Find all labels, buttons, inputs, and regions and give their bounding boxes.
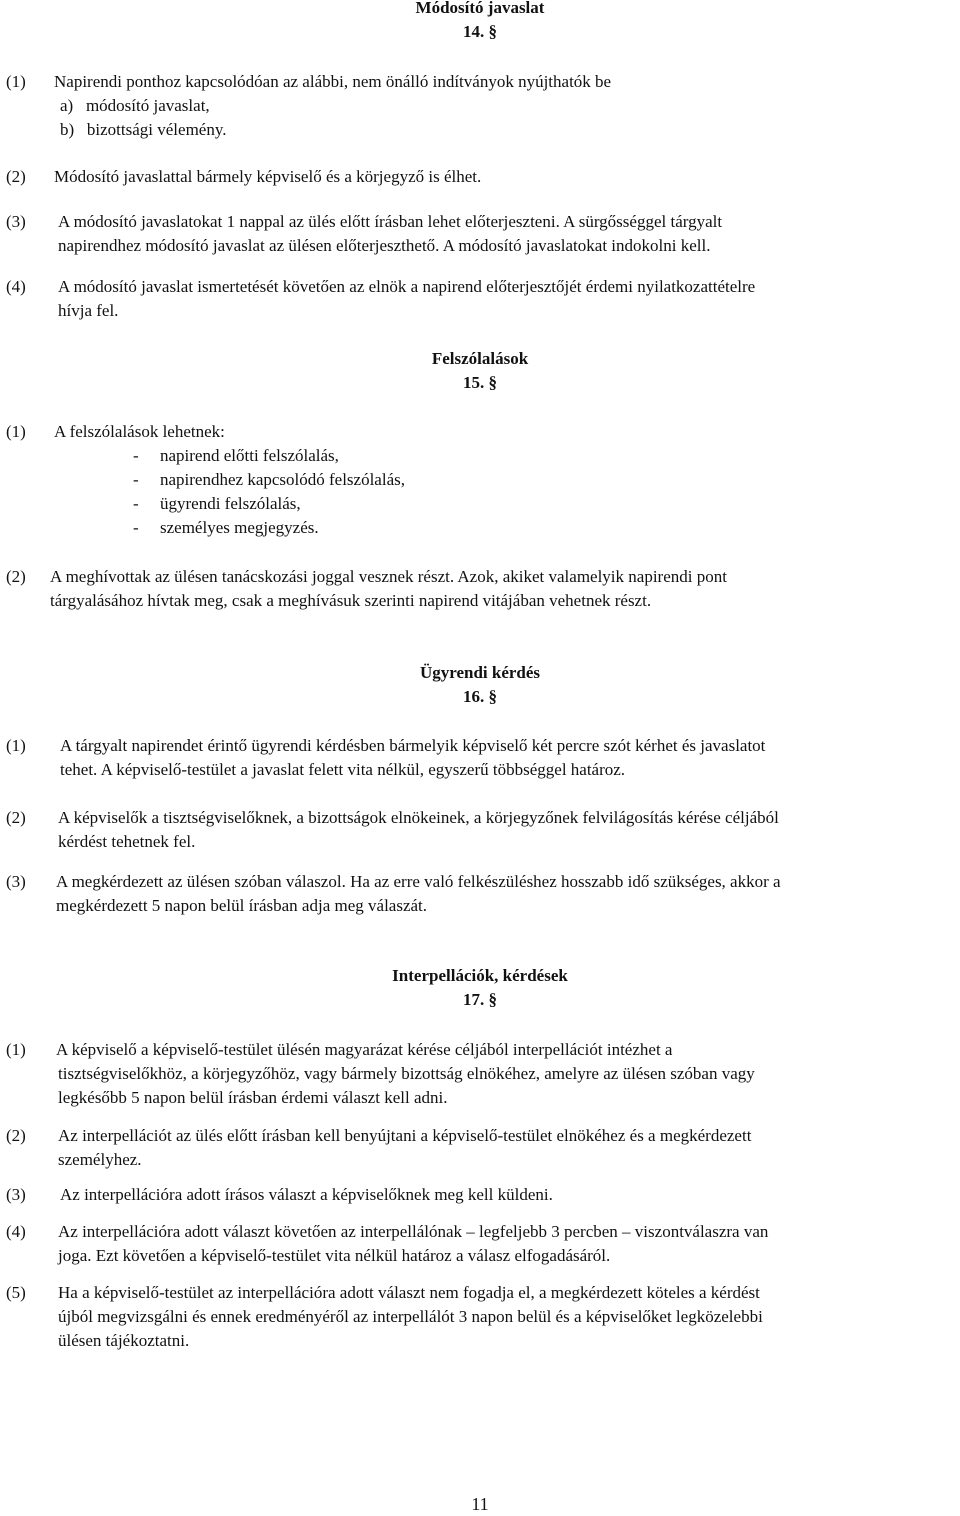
paragraph-line: napirendhez módosító javaslat az ülésen előterjeszthető. A módosító javaslatokat indokolni kell. <box>58 236 711 255</box>
paragraph-number: (2) <box>6 808 26 827</box>
paragraph-line: A meghívottak az ülésen tanácskozási joggal vesznek részt. Azok, akiket valamelyik napirendi pont <box>50 567 727 586</box>
paragraph-number: (1) <box>6 72 26 91</box>
paragraph-line: tehet. A képviselő-testület a javaslat felett vita nélkül, egyszerű többséggel határoz. <box>60 760 626 779</box>
paragraph-line: legkésőbb 5 napon belül írásban érdemi választ kell adni. <box>58 1088 448 1107</box>
paragraph-line: Az interpellációra adott írásos választ a képviselőknek meg kell küldeni. <box>60 1185 553 1204</box>
section-heading-14 <box>0 0 960 44</box>
section-title: Interpellációk, kérdések <box>392 966 568 985</box>
paragraph-number: (1) <box>6 422 26 441</box>
list-dash: - <box>133 470 139 489</box>
paragraph-line: Az interpellációra adott választ követően az interpellálónak – legfeljebb 3 percben – viszontválaszra van <box>58 1222 769 1241</box>
paragraph-line: A felszólalások lehetnek: <box>54 422 225 441</box>
section-number: 14. § <box>463 22 497 41</box>
section-title: Ügyrendi kérdés <box>419 663 541 682</box>
paragraph-number: (2) <box>6 167 26 186</box>
paragraph-line: A képviselő a képviselő-testület ülésén magyarázat kérése céljából interpellációt intézhet a <box>56 1040 673 1059</box>
paragraph-line: A megkérdezett az ülésen szóban válaszol. Ha az erre való felkészüléshez hosszabb idő szükséges, akkor a <box>56 872 781 891</box>
section-heading-16 <box>0 661 960 709</box>
paragraph-line: Ha a képviselő-testület az interpellációra adott választ nem fogadja el, a megkérdezett köteles a kérdést <box>58 1283 760 1302</box>
paragraph-line: Az interpellációt az ülés előtt írásban kell benyújtani a képviselő-testület elnökéhez és a megkérdezett <box>58 1126 752 1145</box>
section-number: 15. § <box>463 373 497 392</box>
paragraph-number: (4) <box>6 277 26 296</box>
paragraph-line: kérdést tehetnek fel. <box>58 832 196 851</box>
paragraph-line: tisztségviselőkhöz, a körjegyzőhöz, vagy bármely bizottság elnökéhez, amelyre az ülésen szóban vagy <box>58 1064 755 1083</box>
section-title: Felszólalások <box>431 349 529 368</box>
page-number: 11 <box>471 1494 489 1514</box>
list-item-text: személyes megjegyzés. <box>160 518 319 537</box>
list-item-text: napirendhez kapcsolódó felszólalás, <box>160 470 405 489</box>
section-number: 17. § <box>463 990 497 1009</box>
paragraph-line: megkérdezett 5 napon belül írásban adja meg válaszát. <box>56 896 428 915</box>
paragraph-number: (1) <box>6 736 26 755</box>
paragraph-line: hívja fel. <box>58 301 119 320</box>
list-item: a) módosító javaslat, <box>60 96 210 115</box>
paragraph-line: ülésen tájékoztatni. <box>58 1331 190 1350</box>
paragraph-line: újból megvizsgálni és ennek eredményéről az interpellálót 3 napon belül és a képviselőket legközelebbi <box>58 1307 763 1326</box>
paragraph-line: tárgyalásához hívtak meg, csak a meghívásuk szerinti napirend vitájában vehetnek részt. <box>50 591 652 610</box>
list-dash: - <box>133 518 139 537</box>
list-item: b) bizottsági vélemény. <box>60 120 227 139</box>
paragraph-line: A módosító javaslatokat 1 nappal az ülés előtt írásban lehet előterjeszteni. A sürgősséggel tárgyalt <box>58 212 723 231</box>
paragraph-number: (2) <box>6 1126 26 1145</box>
section-heading-15 <box>0 347 960 395</box>
section-heading-17 <box>0 964 960 1012</box>
paragraph-number: (3) <box>6 872 26 891</box>
paragraph-line: Napirendi ponthoz kapcsolódóan az alábbi, nem önálló indítványok nyújthatók be <box>54 72 612 91</box>
list-item-text: napirend előtti felszólalás, <box>160 446 339 465</box>
paragraph-line: személyhez. <box>58 1150 142 1169</box>
paragraph-line: A módosító javaslat ismertetését követően az elnök a napirend előterjesztőjét érdemi nyilatkozattételre <box>58 277 756 296</box>
list-dash: - <box>133 494 139 513</box>
paragraph-number: (5) <box>6 1283 26 1302</box>
paragraph-number: (3) <box>6 1185 26 1204</box>
paragraph-number: (2) <box>6 567 26 586</box>
paragraph-line: Módosító javaslattal bármely képviselő és a körjegyző is élhet. <box>54 167 482 186</box>
paragraph-number: (1) <box>6 1040 26 1059</box>
paragraph-line: A tárgyalt napirendet érintő ügyrendi kérdésben bármelyik képviselő két percre szót kérhet és javaslatot <box>60 736 766 755</box>
section-title: Módosító javaslat <box>415 0 545 17</box>
paragraph-line: joga. Ezt követően a képviselő-testület vita nélkül határoz a válasz elfogadásáról. <box>58 1246 611 1265</box>
paragraph-line: A képviselők a tisztségviselőknek, a bizottságok elnökeinek, a körjegyzőnek felvilágosítás kérése céljából <box>58 808 779 827</box>
paragraph-number: (4) <box>6 1222 26 1241</box>
list-item-text: ügyrendi felszólalás, <box>160 494 301 513</box>
section-number: 16. § <box>463 687 497 706</box>
list-dash: - <box>133 446 139 465</box>
paragraph-number: (3) <box>6 212 26 231</box>
